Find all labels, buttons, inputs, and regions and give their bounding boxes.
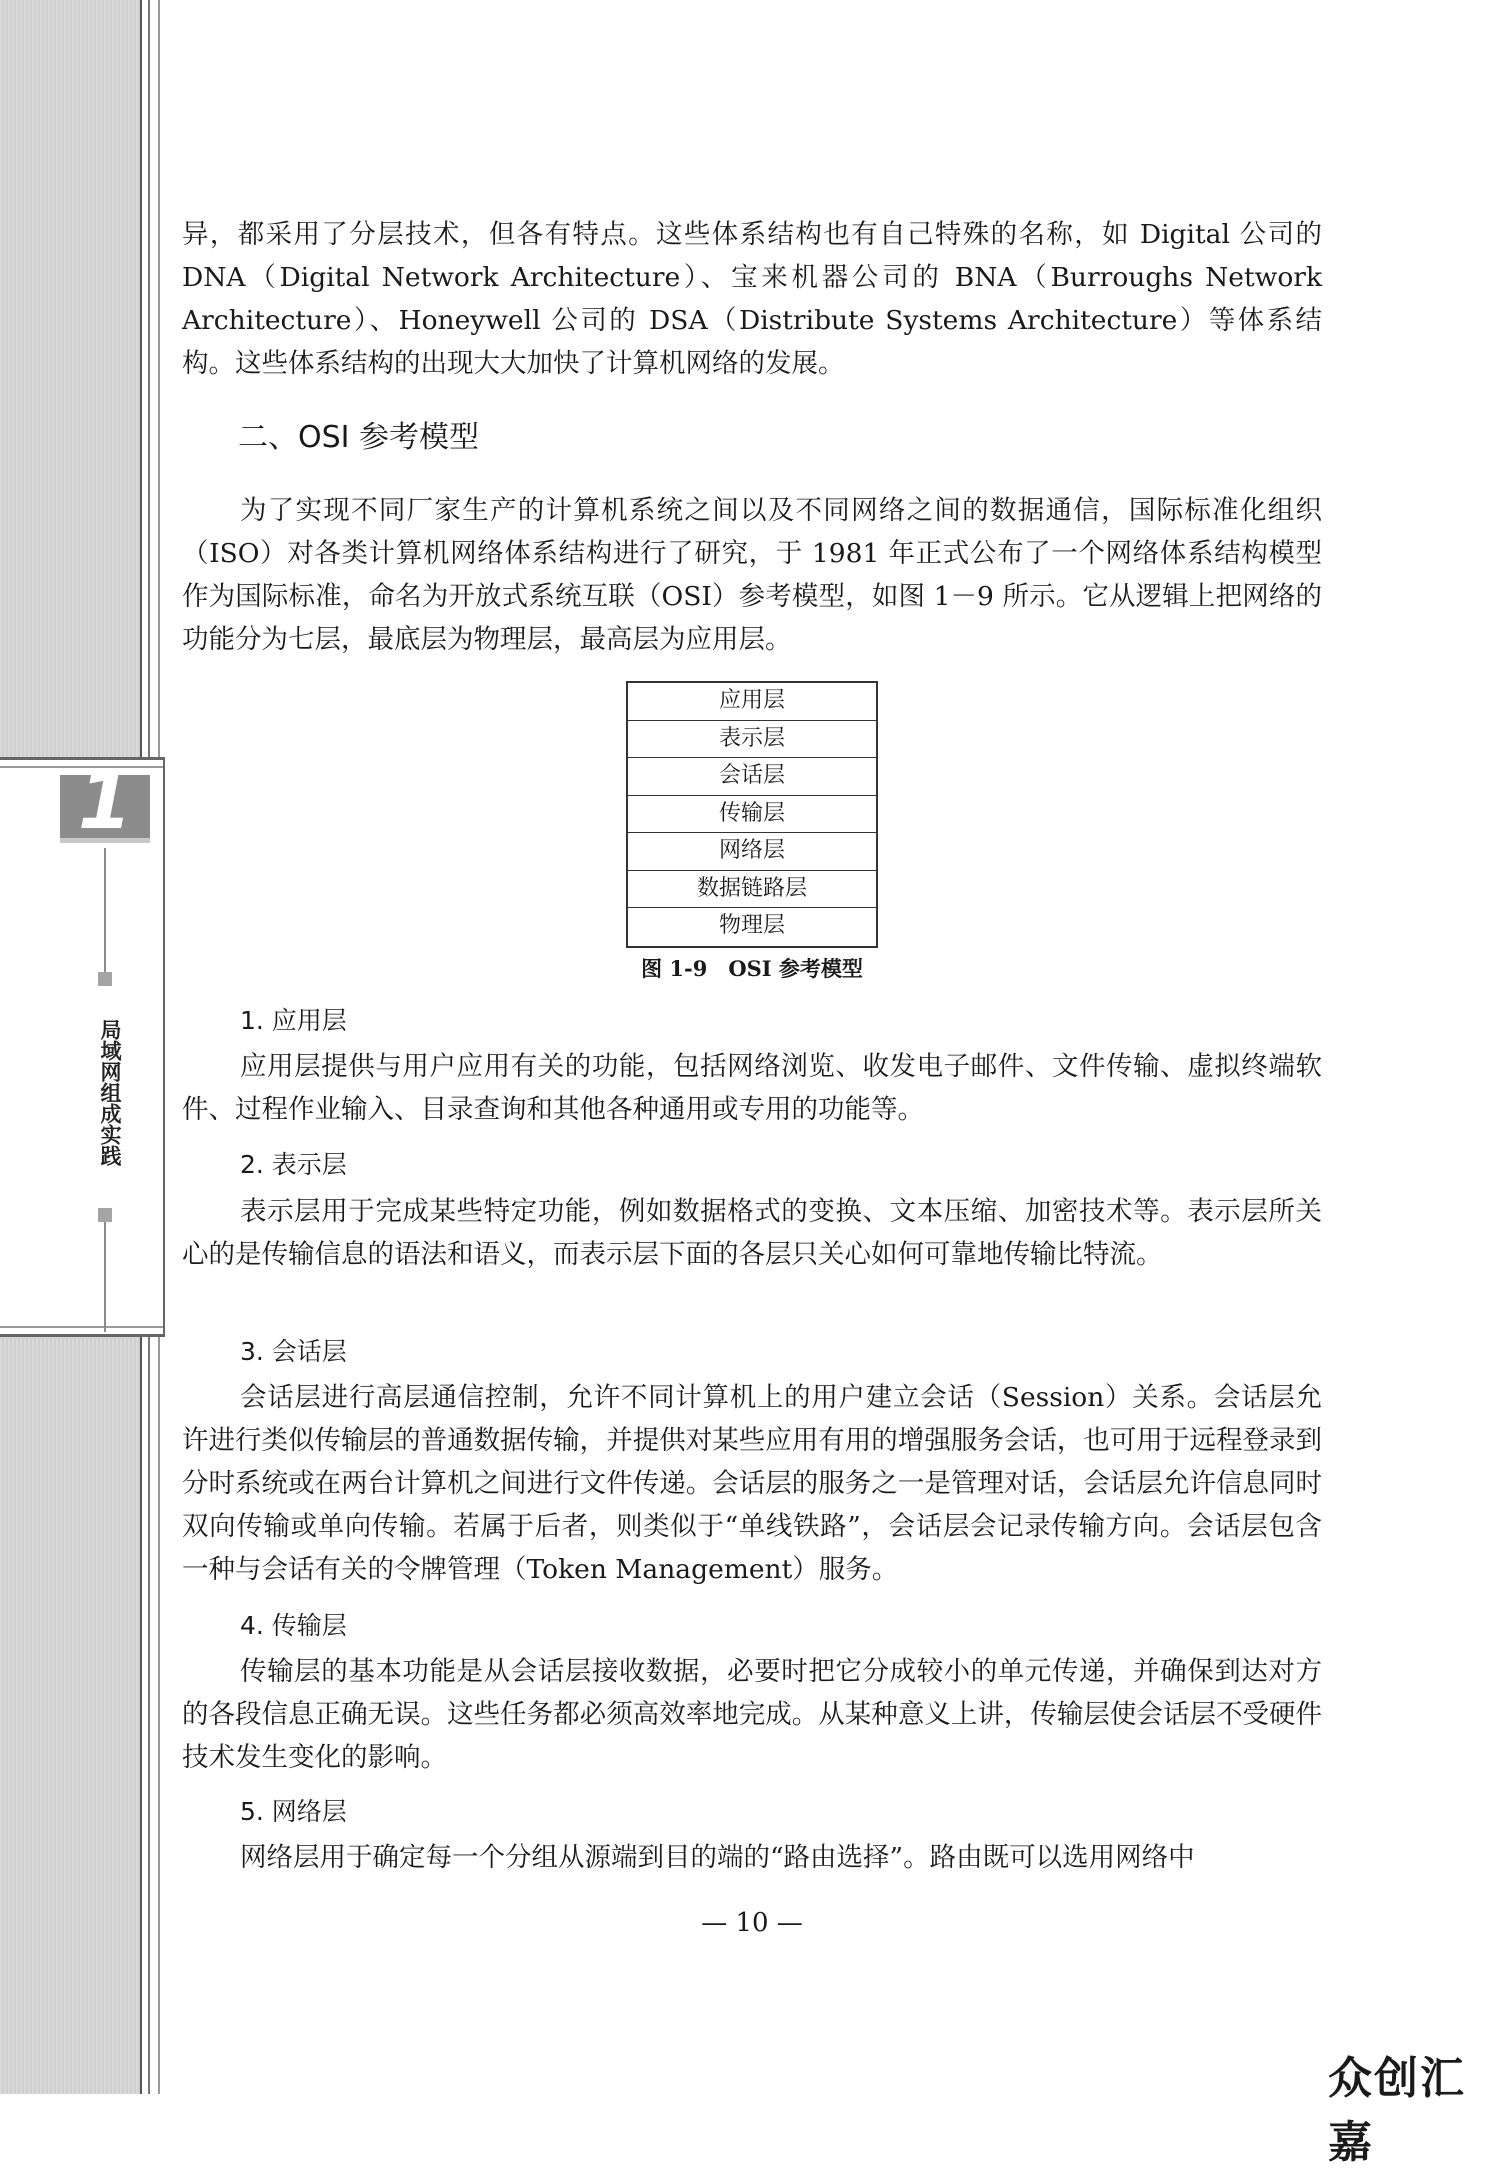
paragraph-session-layer: 会话层进行高层通信控制，允许不同计算机上的用户建立会话（Session）关系。会话层允许进行类似传输层的普通数据传输，并提供对某些应用有用的增强服务会话，也可用于远程登录到分时系统或在两台计算机之间进行文件传递。会话层的服务之一是管理对话，会话层允许信息同时双向传输或单向传输。若属于后者，则类似于“单线铁路”，会话层会记录传输方向。会话层包含一种与会话有关的令牌管理（Token Management）服务。 [182,1382,1322,1585]
osi-layer-presentation: 表示层 [628,721,876,759]
osi-layer-physical: 物理层 [718,913,785,938]
sidebar-square-marker [98,1208,112,1222]
paragraph-presentation-layer: 表示层用于完成某些特定功能，例如数据格式的变换、文本压缩、加密技术等。表示层所关心的是传输信息的语法和语义，而表示层下面的各层只关心如何可靠地传输比特流。 [182,1196,1322,1270]
paragraph-network-layer: 网络层用于确定每一个分组从源端到目的端的“路由选择”。路由既可以选用网络中 [240,1842,1195,1873]
osi-layer-application: 应用层 [628,683,876,721]
osi-layer-transport: 传输层 [628,796,876,834]
osi-layer-data-link: 数据链路层 [628,871,876,909]
heading-network-layer: 5. 网络层 [240,1797,347,1826]
page-number: — 10 — [701,1908,803,1938]
heading-transport-layer: 4. 传输层 [240,1611,347,1640]
paragraph-transport-layer: 传输层的基本功能是从会话层接收数据，必要时把它分成较小的单元传递，并确保到达对方的各段信息正确无误。这些任务都必须高效率地完成。从某种意义上讲，传输层使会话层不受硬件技术发生变化的影响。 [182,1656,1322,1773]
paragraph-application-layer: 应用层提供与用户应用有关的功能，包括网络浏览、收发电子邮件、文件传输、虚拟终端软件、过程作业输入、目录查询和其他各种通用或专用的功能等。 [182,1051,1322,1125]
osi-layer-network: 网络层 [628,833,876,871]
watermark-logo: 众创汇嘉 [1328,2053,1466,2168]
osi-model-figure [626,681,878,948]
book-title-vertical: 局域网组成实践 [98,1018,122,1166]
osi-layer-session: 会话层 [628,758,876,796]
tab-panel-line [0,1326,163,1328]
paragraph-intro: 异，都采用了分层技术，但各有特点。这些体系结构也有自己特殊的名称，如 Digital 公司的 DNA（Digital Network Architecture）、宝来机器公司的 BNA（Burroughs Network Architecture）、Honeywell 公司的 DSA（Distribute Systems Architecture）等体系结构。这些体系结构的出现大大加快了计算机网络的发展。 [182,219,1322,379]
paragraph-osi-intro: 为了实现不同厂家生产的计算机系统之间以及不同网络之间的数据通信，国际标准化组织（ISO）对各类计算机网络体系结构进行了研究，于 1981 年正式公布了一个网络体系结构模型作为国际标准，命名为开放式系统互联（OSI）参考模型，如图 1－9 所示。它从逻辑上把网络的功能分为七层，最底层为物理层，最高层为应用层。 [182,495,1322,655]
chapter-number: 1 [77,757,133,847]
sidebar-square-marker [98,972,112,986]
sidebar-vertical-line [104,1222,106,1332]
section-heading: 二、OSI 参考模型 [238,420,480,455]
heading-session-layer: 3. 会话层 [240,1337,347,1366]
sidebar-vertical-line [104,848,106,972]
heading-application-layer: 1. 应用层 [240,1006,347,1035]
figure-caption: 图 1-9 OSI 参考模型 [641,956,863,981]
heading-presentation-layer: 2. 表示层 [240,1150,347,1179]
